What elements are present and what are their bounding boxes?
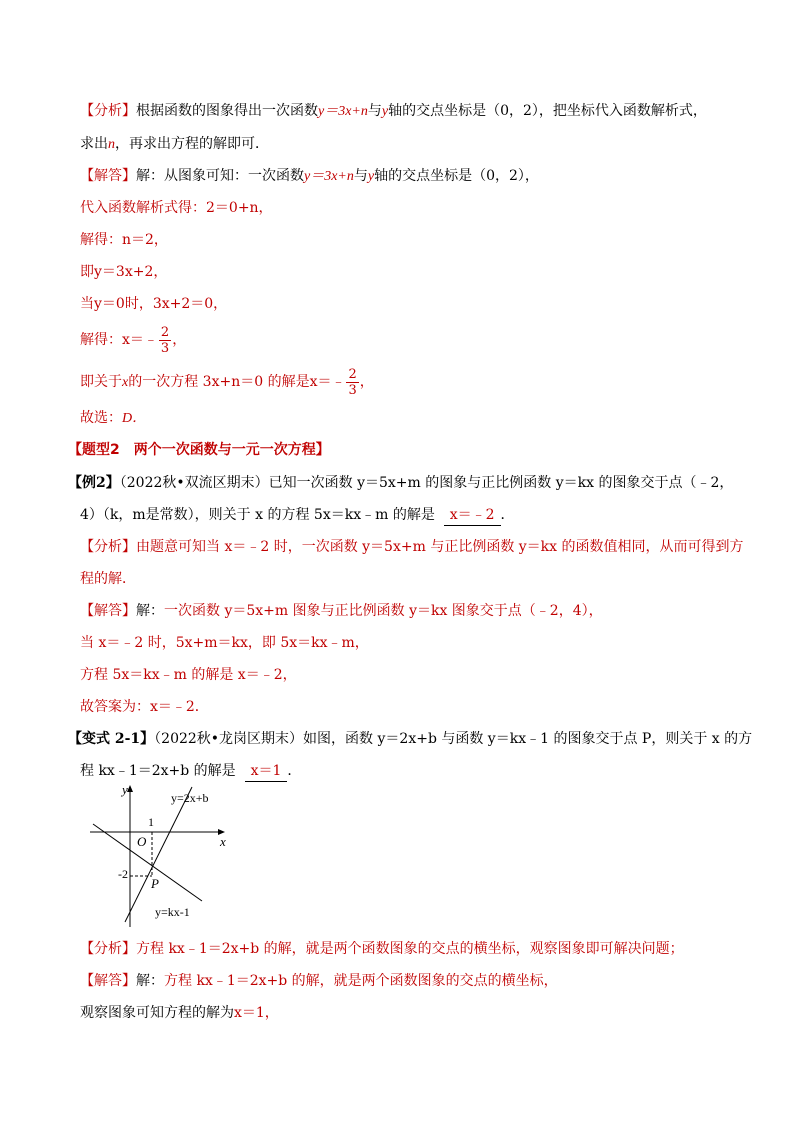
line-2x-plus-b: [125, 787, 192, 922]
solution-2-line-2: 当 x＝﹣2 时，5x+m＝kx，即 5x＝kx﹣m，: [80, 635, 369, 651]
x-axis-label: x: [220, 834, 226, 849]
analysis-2-line-1: 【分析】由题意可知当 x＝﹣2 时，一次函数 y＝5x+m 与正比例函数 y＝kx 的函数值相同，从而可得到方: [80, 539, 744, 555]
answer-blank: x＝1: [245, 761, 288, 782]
solution-1-line-7: 即关于x的一次方程 3x+n＝0 的解是x＝﹣ $\frac{2}{3}$ ，: [80, 366, 374, 398]
example-2-line-1: 【例2】（2022秋•双流区期末）已知一次函数 y＝5x+m 的图象与正比例函数 y＝kx 的图象交于点（﹣2，: [68, 475, 734, 491]
variant-2-1-line-1: 【变式 2-1】（2022秋•龙岗区期末）如图，函数 y＝2x+b 与函数 y＝kx﹣1 的图象交于点 P，则关于 x 的方: [68, 731, 753, 747]
solution-1-line-3: 解得：n＝2，: [80, 232, 168, 248]
analysis-1-line-1: 【分析】根据函数的图象得出一次函数y＝3x+n与y轴的交点坐标是（0，2），把坐标代入函数解析式，: [80, 103, 707, 119]
solution-1-line-8: 故选：D．: [80, 410, 147, 426]
solution-2-line-3: 方程 5x＝kx﹣m 的解是 x＝﹣2，: [80, 667, 297, 683]
solution-1-line-2: 代入函数解析式得：2＝0+n，: [80, 200, 273, 216]
solution-1-line-5: 当y＝0时，3x+2＝0，: [80, 296, 228, 312]
section-heading: 【题型2 两个一次函数与一元一次方程】: [68, 442, 330, 458]
solution-tag: 【解答】: [80, 603, 136, 619]
point-label-p: P: [151, 876, 159, 891]
example-tag: 【例2】: [68, 475, 120, 491]
solution-1-line-4: 即y＝3x+2，: [80, 264, 168, 280]
solution-3-line-2: 观察图象可知方程的解为x＝1，: [80, 1005, 279, 1021]
fraction: $\frac{2}{3}$: [160, 324, 170, 356]
fraction: $\frac{2}{3}$: [348, 366, 357, 398]
tick-label-neg2: -2: [118, 867, 128, 881]
solution-2-line-1: 【解答】解：一次函数 y＝5x+m 图象与正比例函数 y＝kx 图象交于点（﹣2，4），: [80, 603, 603, 619]
variant-2-1-line-2: 程 kx﹣1＝2x+b 的解是 x＝1 ．: [80, 761, 301, 782]
line-kx-minus-1: [93, 824, 202, 901]
analysis-2-line-2: 程的解．: [80, 571, 136, 587]
line-label-kx-minus-1: y=kx-1: [155, 905, 190, 919]
analysis-tag: 【分析】: [80, 941, 136, 957]
line-label-2x-plus-b: y=2x+b: [171, 791, 209, 805]
solution-1-line-6: 解得：x＝﹣ $\frac{2}{3}$ ，: [80, 324, 187, 356]
answer-blank: x＝﹣2: [444, 505, 501, 526]
function-graph: [85, 782, 245, 932]
y-axis-arrow: [127, 785, 133, 792]
analysis-1-line-2: 求出n，再求出方程的解即可．: [80, 136, 269, 152]
analysis-tag: 【分析】: [80, 539, 136, 555]
solution-3-line-1: 【解答】解：方程 kx﹣1＝2x+b 的解，就是两个函数图象的交点的横坐标，: [80, 973, 558, 989]
tick-label-1: 1: [148, 815, 154, 829]
solution-tag: 【解答】: [80, 973, 136, 989]
solution-1-line-1: 【解答】解：从图象可知：一次函数y＝3x+n与y轴的交点坐标是（0，2），: [80, 168, 539, 184]
example-2-line-2: 4）（k，m是常数），则关于 x 的方程 5x＝kx﹣m 的解是 x＝﹣2 ．: [80, 505, 515, 526]
origin-label: O: [137, 834, 147, 849]
variant-tag: 【变式 2-1】: [68, 731, 155, 747]
analysis-3-line-1: 【分析】方程 kx﹣1＝2x+b 的解，就是两个函数图象的交点的横坐标，观察图象即可解决问题；: [80, 941, 684, 957]
analysis-tag: 【分析】: [80, 103, 136, 119]
solution-tag: 【解答】: [80, 168, 136, 184]
solution-2-line-4: 故答案为：x＝﹣2．: [80, 699, 209, 715]
y-axis-label: y: [122, 782, 128, 797]
